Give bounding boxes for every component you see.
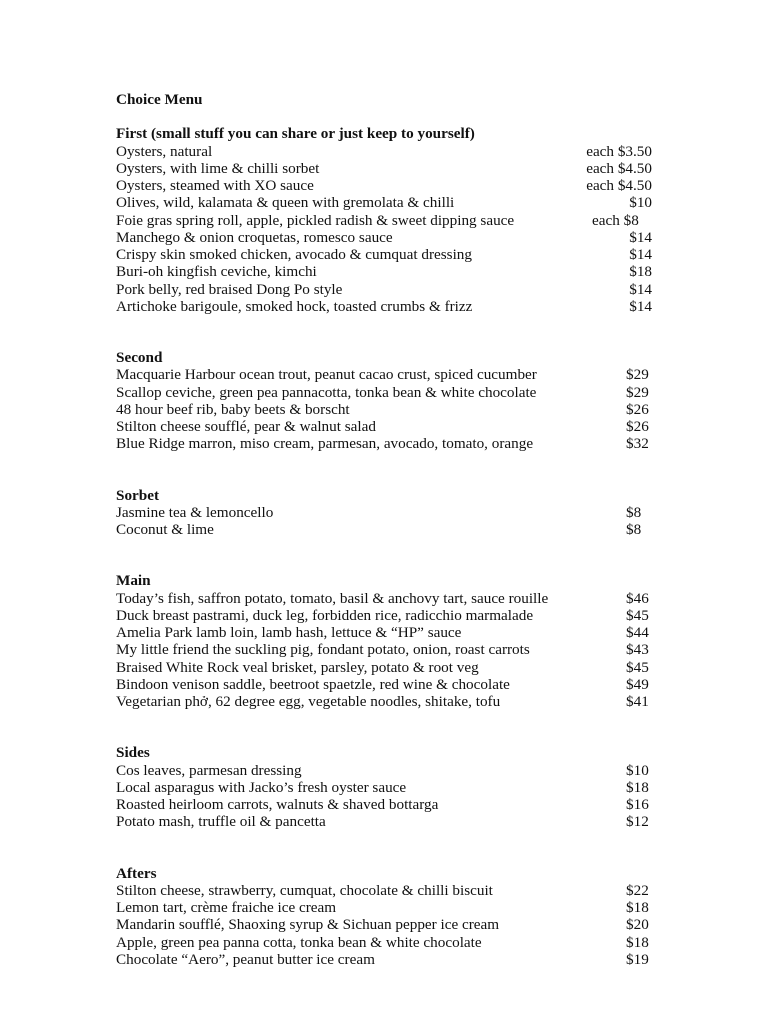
item-name: Apple, green pea panna cotta, tonka bean & white chocolate: [116, 933, 482, 951]
item-name: Macquarie Harbour ocean trout, peanut cacao crust, spiced cucumber: [116, 366, 537, 384]
menu-item: [116, 624, 656, 641]
menu-item: [116, 384, 656, 401]
item-price: $26: [626, 400, 649, 418]
item-name: Artichoke barigoule, smoked hock, toasted crumbs & frizz: [116, 297, 473, 315]
item-price: $43: [626, 641, 649, 659]
item-price: $46: [626, 589, 649, 607]
item-name: Manchego & onion croquetas, romesco sauce: [116, 228, 393, 246]
section-heading: First (small stuff you can share or just keep to yourself): [116, 125, 475, 143]
item-name: Amelia Park lamb loin, lamb hash, lettuce & “HP” sauce: [116, 624, 462, 641]
section-heading: Main: [116, 572, 151, 590]
item-price: $14: [629, 228, 652, 246]
menu-item: [116, 779, 656, 796]
section-heading: Second: [116, 349, 163, 366]
menu-item: [116, 934, 656, 951]
item-name: Cos leaves, parmesan dressing: [116, 761, 302, 779]
menu-item: [116, 143, 656, 160]
item-price: $14: [629, 246, 652, 263]
menu-item: [116, 263, 656, 280]
menu-item: [116, 281, 656, 298]
menu-item: [116, 916, 656, 933]
item-name: Pork belly, red braised Dong Po style: [116, 280, 343, 298]
item-name: Duck breast pastrami, duck leg, forbidden rice, radicchio marmalade: [116, 606, 534, 624]
item-name: Stilton cheese soufflé, pear & walnut salad: [116, 418, 376, 435]
menu-item: [116, 521, 656, 538]
section-first: [116, 125, 656, 315]
menu-item: [116, 366, 656, 383]
menu-item: [116, 607, 656, 624]
item-price: $14: [629, 297, 652, 315]
item-price: each $8: [592, 211, 639, 229]
menu-item: [116, 435, 656, 452]
section-heading: Afters: [116, 864, 157, 882]
item-name: Chocolate “Aero”, peanut butter ice cream: [116, 950, 375, 968]
menu-item: [116, 813, 656, 830]
menu-item: [116, 194, 656, 211]
item-price: $29: [626, 366, 649, 384]
section-main: [116, 572, 656, 710]
section-heading: Sorbet: [116, 486, 160, 504]
item-name: Lemon tart, crème fraiche ice cream: [116, 899, 337, 916]
item-name: Oysters, natural: [116, 142, 213, 160]
section-sides: [116, 744, 656, 830]
menu-item: [116, 676, 656, 693]
menu-item: [116, 212, 656, 229]
item-price: $18: [626, 933, 649, 951]
section-heading: Sides: [116, 744, 150, 762]
item-price: each $4.50: [586, 159, 652, 177]
section-sorbet: [116, 487, 656, 539]
item-price: $22: [626, 881, 649, 899]
item-price: $29: [626, 383, 649, 401]
menu-item: [116, 401, 656, 418]
item-price: $16: [626, 796, 649, 813]
item-price: each $3.50: [586, 142, 652, 160]
menu-item: [116, 246, 656, 263]
item-price: $49: [626, 675, 649, 693]
item-price: $20: [626, 916, 649, 934]
item-name: Blue Ridge marron, miso cream, parmesan, avocado, tomato, orange: [116, 435, 534, 453]
item-name: My little friend the suckling pig, fondant potato, onion, roast carrots: [116, 641, 530, 659]
item-name: Oysters, with lime & chilli sorbet: [116, 159, 320, 177]
item-price: $8: [626, 521, 642, 538]
item-price: $45: [626, 658, 649, 676]
menu-item: [116, 659, 656, 676]
menu-item: [116, 693, 656, 710]
section-second: [116, 349, 656, 453]
item-name: Roasted heirloom carrots, walnuts & shaved bottarga: [116, 796, 439, 813]
item-name: Stilton cheese, strawberry, cumquat, chocolate & chilli biscuit: [116, 881, 493, 899]
item-price: $14: [629, 280, 652, 298]
item-name: Local asparagus with Jacko’s fresh oyster sauce: [116, 778, 407, 796]
item-name: Mandarin soufflé, Shaoxing syrup & Sichuan pepper ice cream: [116, 916, 500, 934]
menu-item: [116, 160, 656, 177]
item-name: Crispy skin smoked chicken, avocado & cumquat dressing: [116, 246, 472, 263]
item-name: Bindoon venison saddle, beetroot spaetzle, red wine & chocolate: [116, 675, 510, 693]
menu-item: [116, 504, 656, 521]
item-price: $26: [626, 418, 649, 435]
item-price: $8: [626, 503, 642, 521]
item-price: $18: [626, 899, 649, 916]
item-name: Buri-oh kingfish ceviche, kimchi: [116, 263, 317, 281]
item-name: Potato mash, truffle oil & pancetta: [116, 813, 326, 831]
menu-item: [116, 177, 656, 194]
menu-title: Choice Menu: [116, 91, 203, 108]
item-name: Oysters, steamed with XO sauce: [116, 177, 314, 194]
item-name: Today’s fish, saffron potato, tomato, basil & anchovy tart, sauce rouille: [116, 589, 549, 607]
item-name: Scallop ceviche, green pea pannacotta, tonka bean & white chocolate: [116, 383, 537, 401]
item-price: $45: [626, 606, 649, 624]
menu-item: [116, 796, 656, 813]
item-name: Foie gras spring roll, apple, pickled radish & sweet dipping sauce: [116, 211, 515, 229]
menu-item: [116, 641, 656, 658]
item-name: Jasmine tea & lemoncello: [116, 503, 274, 521]
item-price: $18: [629, 263, 652, 281]
menu-item: [116, 882, 656, 899]
item-name: Braised White Rock veal brisket, parsley, potato & root veg: [116, 658, 479, 676]
menu-item: [116, 899, 656, 916]
item-price: $18: [626, 778, 649, 796]
item-name: Vegetarian phở, 62 degree egg, vegetable noodles, shitake, tofu: [116, 693, 501, 710]
menu-item: [116, 590, 656, 607]
menu-document: [116, 91, 656, 968]
item-price: $10: [629, 194, 652, 212]
menu-item: [116, 298, 656, 315]
item-price: $44: [626, 624, 649, 641]
item-price: $12: [626, 813, 649, 831]
item-price: $41: [626, 693, 649, 710]
section-afters: [116, 865, 656, 969]
item-price: each $4.50: [586, 177, 652, 194]
item-name: Olives, wild, kalamata & queen with gremolata & chilli: [116, 194, 455, 212]
item-price: $19: [626, 950, 649, 968]
menu-item: [116, 951, 656, 968]
item-price: $10: [626, 761, 649, 779]
item-name: 48 hour beef rib, baby beets & borscht: [116, 400, 350, 418]
menu-item: [116, 762, 656, 779]
menu-item: [116, 229, 656, 246]
item-price: $32: [626, 435, 649, 453]
menu-item: [116, 418, 656, 435]
item-name: Coconut & lime: [116, 521, 214, 538]
